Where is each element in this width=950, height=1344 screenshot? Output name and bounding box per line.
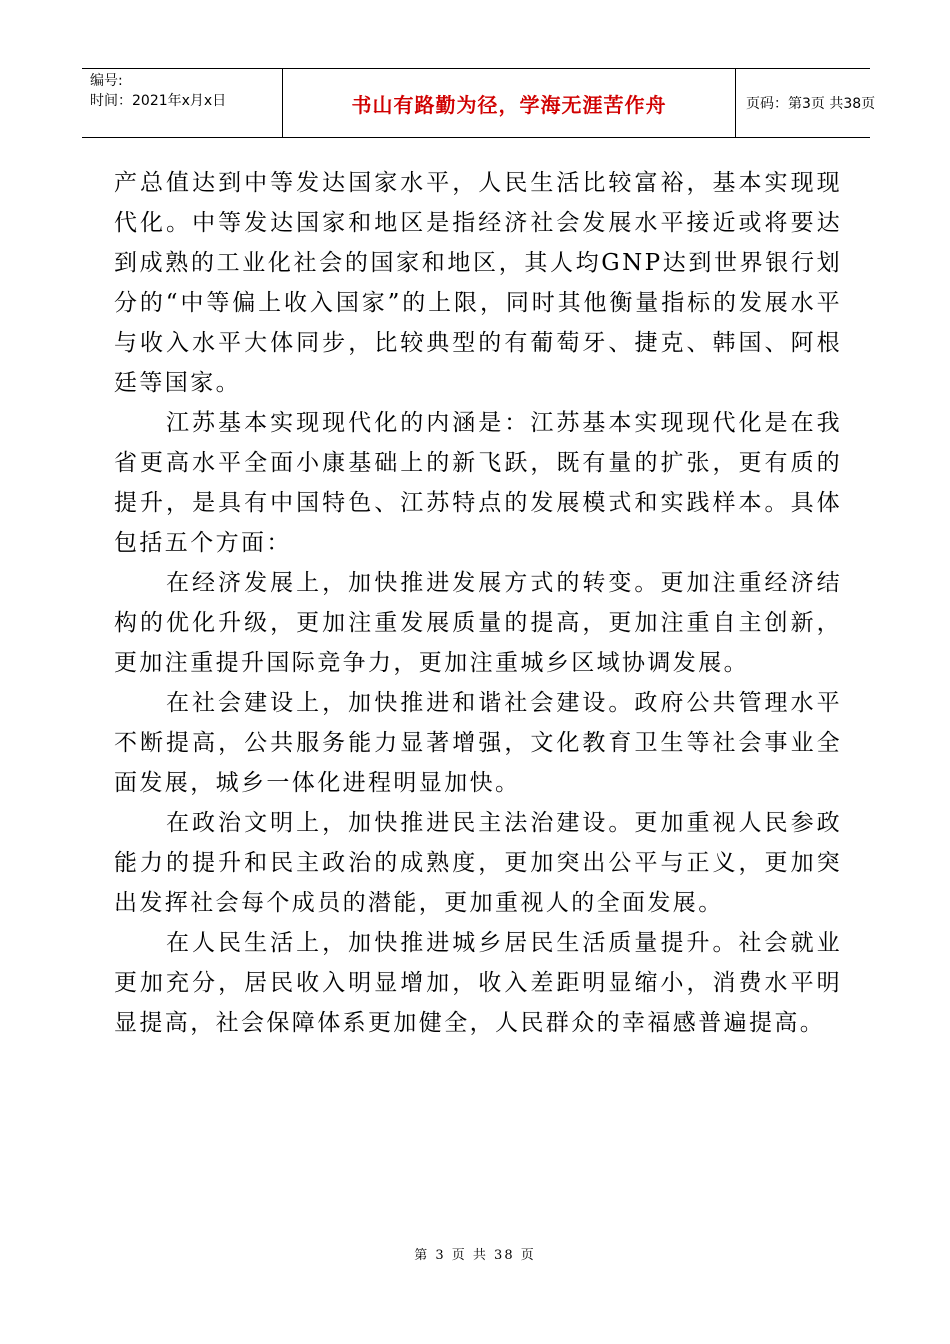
paragraph-social-construction: 在社会建设上，加快推进和谐社会建设。政府公共管理水平不断提高，公共服务能力显著增强，文化教育卫生等社会事业全面发展，城乡一体化进程明显加快。	[114, 690, 842, 796]
paragraph-people-livelihood: 在人民生活上，加快推进城乡居民生活质量提升。社会就业更加充分，居民收入明显增加，收入差距明显缩小，消费水平明显提高，社会保障体系更加健全，人民群众的幸福感普遍提高。	[114, 930, 842, 1036]
header-page-cell	[736, 69, 876, 137]
header-motto: 书山有路勤为径，学海无涯苦作舟	[351, 92, 667, 117]
paragraph-jiangsu-connotation: 江苏基本实现现代化的内涵是：江苏基本实现现代化是在我省更高水平全面小康基础上的新飞跃，既有量的扩张，更有质的提升，是具有中国特色、江苏特点的发展模式和实践样本。具体包括五个方面：	[114, 410, 842, 556]
document-number-label: 编号:	[90, 73, 123, 89]
paragraph-economic-development: 在经济发展上，加快推进发展方式的转变。更加注重经济结构的优化升级，更加注重发展质量的提高，更加注重自主创新，更加注重提升国际竞争力，更加注重城乡区域协调发展。	[114, 570, 842, 676]
document-date: 时间：2021年x月x日	[90, 93, 227, 109]
header-page-number: 页码：第3页 共38页	[746, 96, 876, 112]
page-footer: 第 3 页 共 38 页	[414, 1248, 536, 1263]
page-header	[82, 68, 876, 138]
document-body	[114, 163, 842, 1043]
paragraph-political-civilization: 在政治文明上，加快推进民主法治建设。更加重视人民参政能力的提升和民主政治的成熟度，更加突出公平与正义，更加突出发挥社会每个成员的潜能，更加重视人的全面发展。	[114, 810, 842, 916]
header-motto-cell	[282, 69, 736, 137]
header-meta	[82, 69, 282, 137]
paragraph-continued: 产总值达到中等发达国家水平，人民生活比较富裕，基本实现现代化。中等发达国家和地区是指经济社会发展水平接近或将要达到成熟的工业化社会的国家和地区，其人均GNP达到世界银行划分的“中等偏上收入国家”的上限，同时其他衡量指标的发展水平与收入水平大体同步，比较典型的有葡萄牙、捷克、韩国、阿根廷等国家。	[114, 170, 842, 396]
